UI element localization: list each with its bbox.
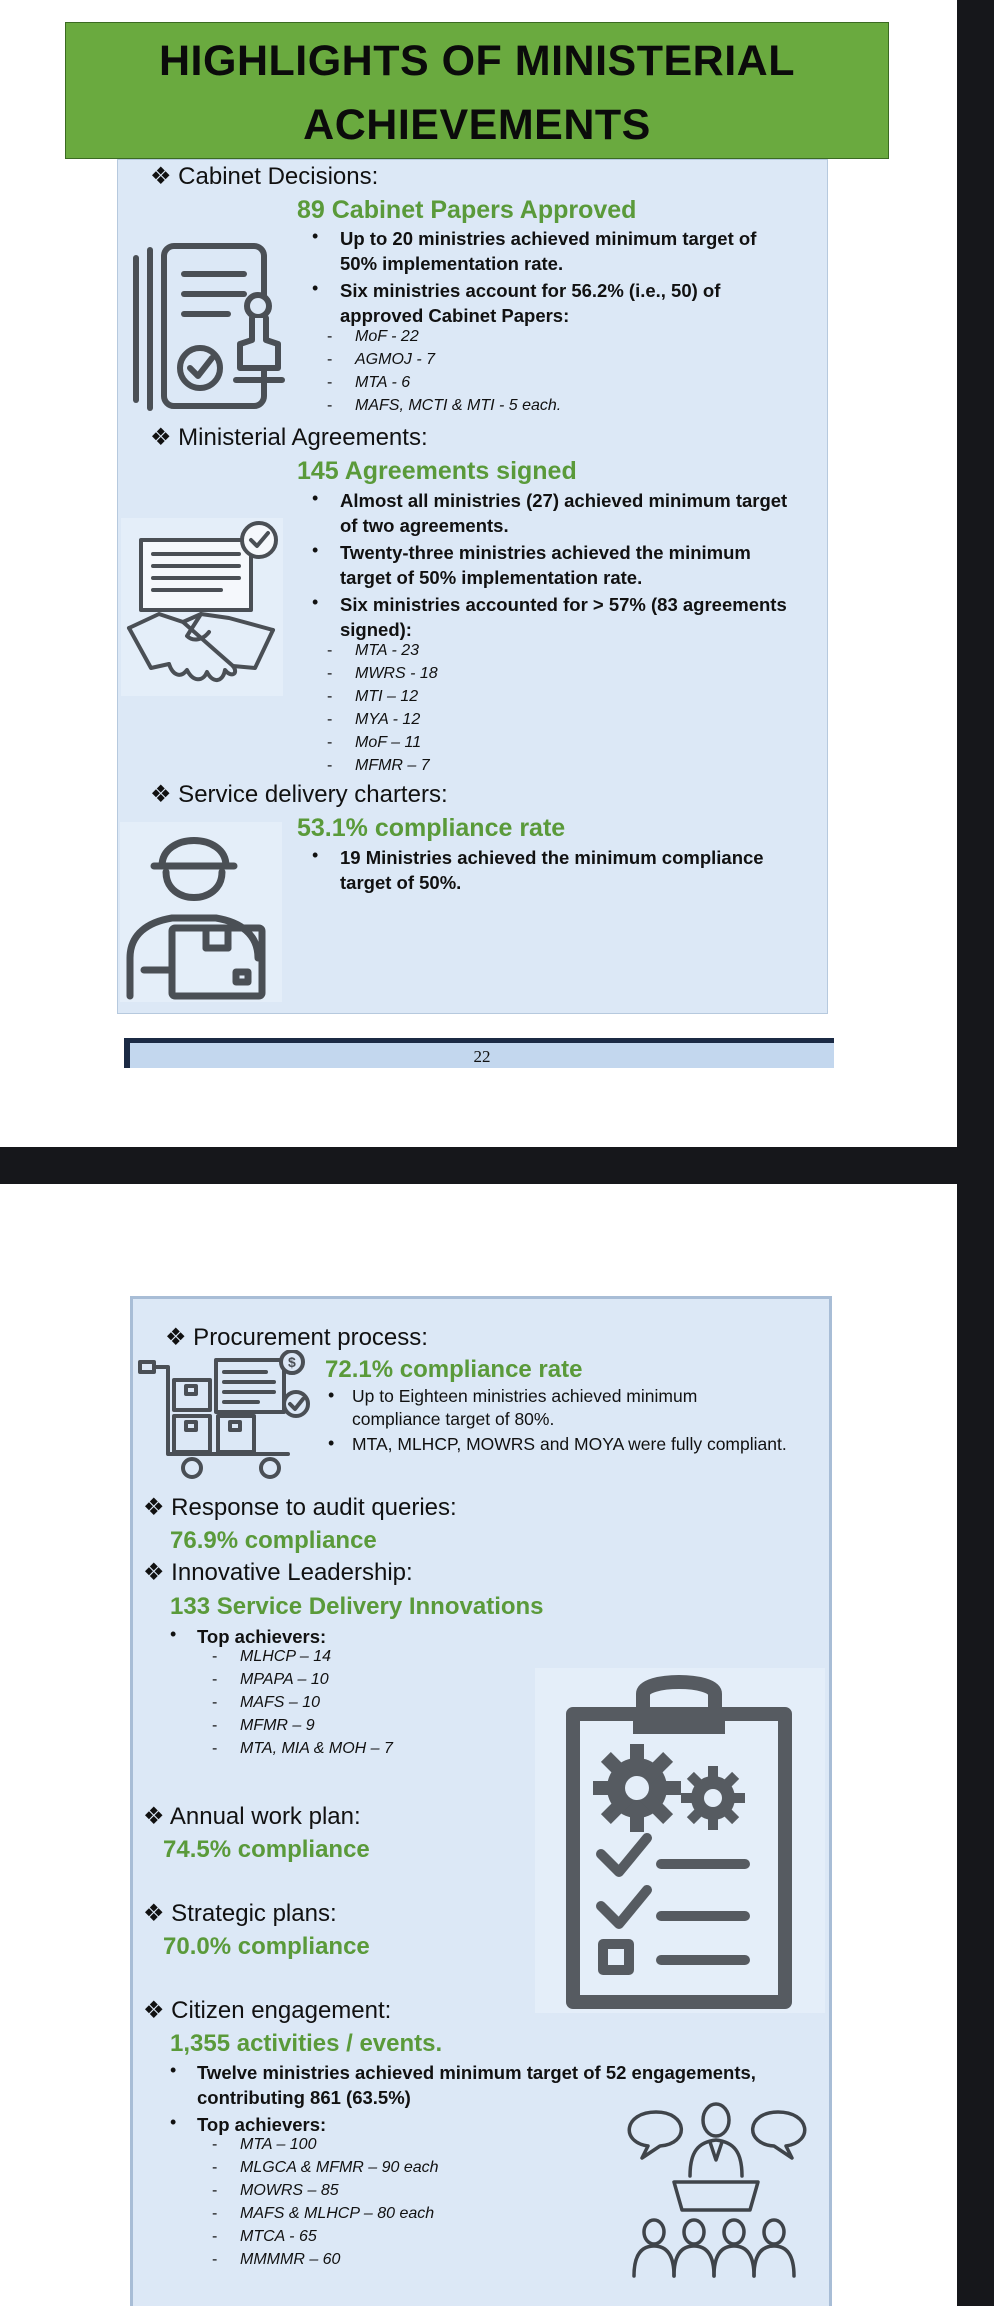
list-item: MTA - 6: [355, 374, 411, 391]
citizen-heading: ❖ Citizen engagement:: [143, 1997, 392, 2024]
citizen-bullet-1a: Twelve ministries achieved minimum target of 52 engagements,: [197, 2062, 756, 2083]
page-number: 22: [473, 1047, 491, 1066]
agreements-bullet-3a: Six ministries accounted for > 57% (83 agreements: [340, 594, 787, 615]
strategic-heading: ❖ Strategic plans:: [143, 1900, 337, 1927]
list-item: MTA - 23: [355, 642, 420, 659]
list-item: MLGCA & MFMR – 90 each: [240, 2159, 439, 2176]
svg-text:$: $: [288, 1354, 296, 1370]
citizen-bullet-1b: contributing 861 (63.5%): [197, 2087, 411, 2108]
list-item: MMMMR – 60: [240, 2251, 341, 2268]
list-item: AGMOJ - 7: [355, 351, 436, 368]
strategic-headline: 70.0% compliance: [163, 1933, 370, 1960]
agreements-heading: ❖ Ministerial Agreements:: [150, 424, 428, 451]
title-line-2: ACHIEVEMENTS: [303, 101, 651, 149]
charters-headline: 53.1% compliance rate: [297, 814, 566, 842]
workplan-heading: ❖ Annual work plan:: [143, 1803, 361, 1830]
list-item: MAFS, MCTI & MTI - 5 each.: [355, 397, 562, 414]
page-separator: [0, 1147, 957, 1184]
scroll-gutter: [957, 0, 994, 2306]
handshake-agreement-icon: [121, 518, 283, 696]
audit-headline: 76.9% compliance: [170, 1527, 377, 1554]
cabinet-bullet-1a: Up to 20 ministries achieved minimum target of: [340, 228, 757, 249]
list-item: MTCA - 65: [240, 2228, 317, 2245]
citizen-bullet-2: Top achievers:: [197, 2114, 327, 2135]
charters-heading: ❖ Service delivery charters:: [150, 781, 448, 808]
list-item: MLHCP – 14: [240, 1648, 331, 1665]
procurement-bullet-1b: compliance target of 80%.: [352, 1409, 555, 1429]
page-footer: [124, 1038, 834, 1068]
innovation-bullet: Top achievers:: [197, 1626, 327, 1647]
cabinet-headline: 89 Cabinet Papers Approved: [297, 196, 637, 224]
procurement-bullet-2: MTA, MLHCP, MOWRS and MOYA were fully compliant.: [352, 1434, 787, 1454]
list-item: MFMR – 7: [355, 757, 430, 774]
list-item: MYA - 12: [355, 711, 421, 728]
public-speaker-icon: [612, 2090, 822, 2300]
agreements-bullet-1a: Almost all ministries (27) achieved minimum target: [340, 490, 788, 511]
audit-heading: ❖ Response to audit queries:: [143, 1494, 457, 1521]
list-item: MoF – 11: [355, 734, 422, 751]
list-item: MPAPA – 10: [240, 1671, 329, 1688]
innovation-headline: 133 Service Delivery Innovations: [170, 1593, 544, 1620]
agreements-bullet-2a: Twenty-three ministries achieved the minimum: [340, 542, 751, 563]
list-item: MAFS & MLHCP – 80 each: [240, 2205, 435, 2222]
procurement-cart-icon: [138, 1350, 318, 1480]
cabinet-bullet-1b: 50% implementation rate.: [340, 253, 564, 274]
list-item: MTI – 12: [355, 688, 419, 705]
list-item: MTA – 100: [240, 2136, 317, 2153]
clipboard-gears-icon: [535, 1668, 825, 2013]
agreements-headline: 145 Agreements signed: [297, 457, 577, 485]
agreements-bullet-1b: of two agreements.: [340, 515, 509, 536]
procurement-heading: ❖ Procurement process:: [165, 1324, 428, 1351]
charters-bullet-1a: 19 Ministries achieved the minimum compliance: [340, 847, 764, 868]
list-item: MTA, MIA & MOH – 7: [240, 1740, 393, 1757]
list-item: MAFS – 10: [240, 1694, 321, 1711]
workplan-headline: 74.5% compliance: [163, 1836, 370, 1863]
list-item: MoF - 22: [355, 328, 419, 345]
list-item: MOWRS – 85: [240, 2182, 339, 2199]
list-item: MFMR – 9: [240, 1717, 315, 1734]
procurement-bullet-1a: Up to Eighteen ministries achieved minimum: [352, 1386, 698, 1406]
approved-document-icon: [128, 240, 288, 415]
agreements-bullet-3b: signed):: [340, 619, 412, 640]
cabinet-bullet-2a: Six ministries account for 56.2% (i.e., 50) of: [340, 280, 721, 301]
agreements-bullet-2b: target of 50% implementation rate.: [340, 567, 643, 588]
citizen-headline: 1,355 activities / events.: [170, 2030, 443, 2057]
title-line-1: HIGHLIGHTS OF MINISTERIAL: [159, 37, 795, 85]
title-banner: [65, 22, 889, 159]
charters-bullet-1b: target of 50%.: [340, 872, 462, 893]
innovation-heading: ❖ Innovative Leadership:: [143, 1559, 413, 1586]
cabinet-heading: ❖ Cabinet Decisions:: [150, 163, 379, 190]
cabinet-bullet-2b: approved Cabinet Papers:: [340, 305, 570, 326]
list-item: MWRS - 18: [355, 665, 438, 682]
delivery-person-icon: [120, 822, 282, 1002]
procurement-headline: 72.1% compliance rate: [325, 1356, 583, 1383]
